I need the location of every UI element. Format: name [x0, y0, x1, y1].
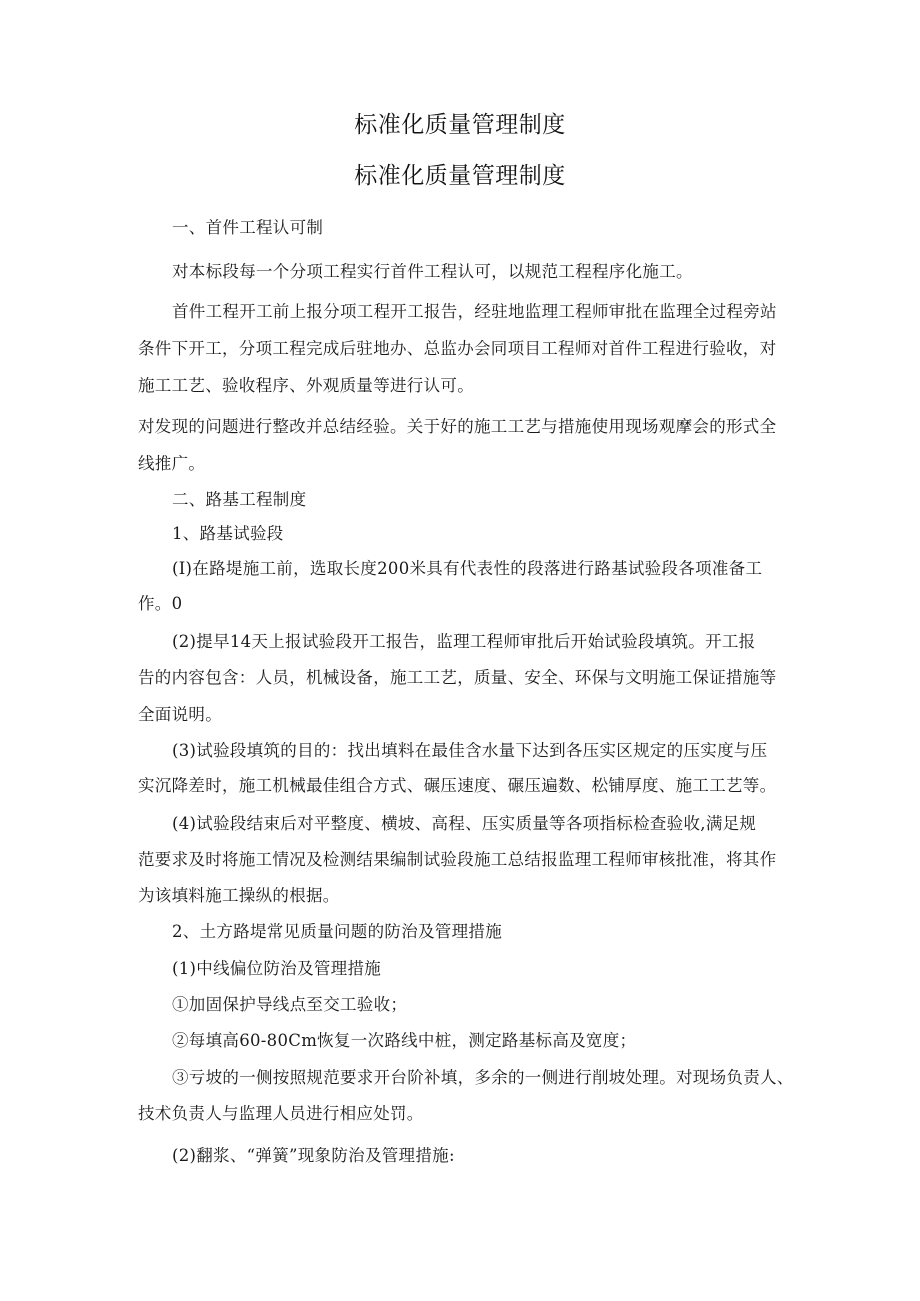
paragraph-line: 对本标段每一个分项工程实行首件工程认可，以规范工程程序化施工。: [172, 262, 693, 281]
paragraph-line: ②每填高60-80Cm恢复一次路线中桩，测定路基标高及宽度；: [172, 1031, 637, 1050]
subsection-heading-earthwork: 2、土方路堤常见质量问题的防治及管理措施: [172, 922, 502, 941]
paragraph-line: 技术负责人与监理人员进行相应处罚。: [138, 1104, 424, 1123]
paragraph-line: (2)翻浆、“弹簧”现象防治及管理措施:: [172, 1146, 455, 1165]
paragraph-line: 实沉降差时，施工机械最佳组合方式、碾压速度、碾压遍数、松铺厚度、施工工艺等。: [138, 776, 777, 795]
paragraph-line: (2)提早14天上报试验段开工报告，监理工程师审批后开始试验段填筑。开工报: [172, 632, 756, 651]
section-heading-first-article: 一、首件工程认可制: [172, 218, 324, 237]
paragraph-line: 全面说明。: [138, 705, 222, 724]
paragraph-line: 为该填料施工操纵的根据。: [138, 886, 340, 905]
document-title: 标准化质量管理制度: [354, 112, 566, 138]
paragraph-line: 线推广。: [138, 454, 206, 473]
paragraph-line: 告的内容包含：人员，机械设备，施工工艺，质量、安全、环保与文明施工保证措施等: [138, 668, 777, 687]
paragraph-line: ①加固保护导线点至交工验收；: [172, 995, 408, 1014]
paragraph-line: 条件下开工，分项工程完成后驻地办、总监办会同项目工程师对首件工程进行验收，对: [138, 339, 777, 358]
paragraph-line: 作。0: [138, 594, 183, 613]
paragraph-line: (1)中线偏位防治及管理措施: [172, 959, 382, 978]
paragraph-line: (4)试验段结束后对平整度、横坡、高程、压实质量等各项指标检查验收,满足规: [172, 814, 757, 833]
paragraph-line: 施工工艺、验收程序、外观质量等进行认可。: [138, 376, 474, 395]
section-heading-subgrade: 二、路基工程制度: [172, 490, 307, 509]
paragraph-line: 首件工程开工前上报分项工程开工报告，经驻地监理工程师审批在监理全过程旁站: [172, 302, 777, 321]
paragraph-line: ③亏坡的一侧按照规范要求开台阶补填，多余的一侧进行削坡处理。对现场负责人、: [172, 1068, 794, 1087]
paragraph-line: (3)试验段填筑的目的：找出填料在最佳含水量下达到各压实区规定的压实度与压: [172, 741, 768, 760]
paragraph-line: 对发现的问题进行整改并总结经验。关于好的施工工艺与措施使用现场观摩会的形式全: [138, 417, 777, 436]
paragraph-line: 范要求及时将施工情况及检测结果编制试验段施工总结报监理工程师审核批准，将其作: [138, 850, 777, 869]
document-title-repeat: 标准化质量管理制度: [354, 163, 566, 189]
paragraph-line: (I)在路堤施工前，选取长度200米具有代表性的段落进行路基试验段各项准备工: [172, 559, 763, 578]
subsection-heading-trial-section: 1、路基试验段: [172, 524, 284, 543]
